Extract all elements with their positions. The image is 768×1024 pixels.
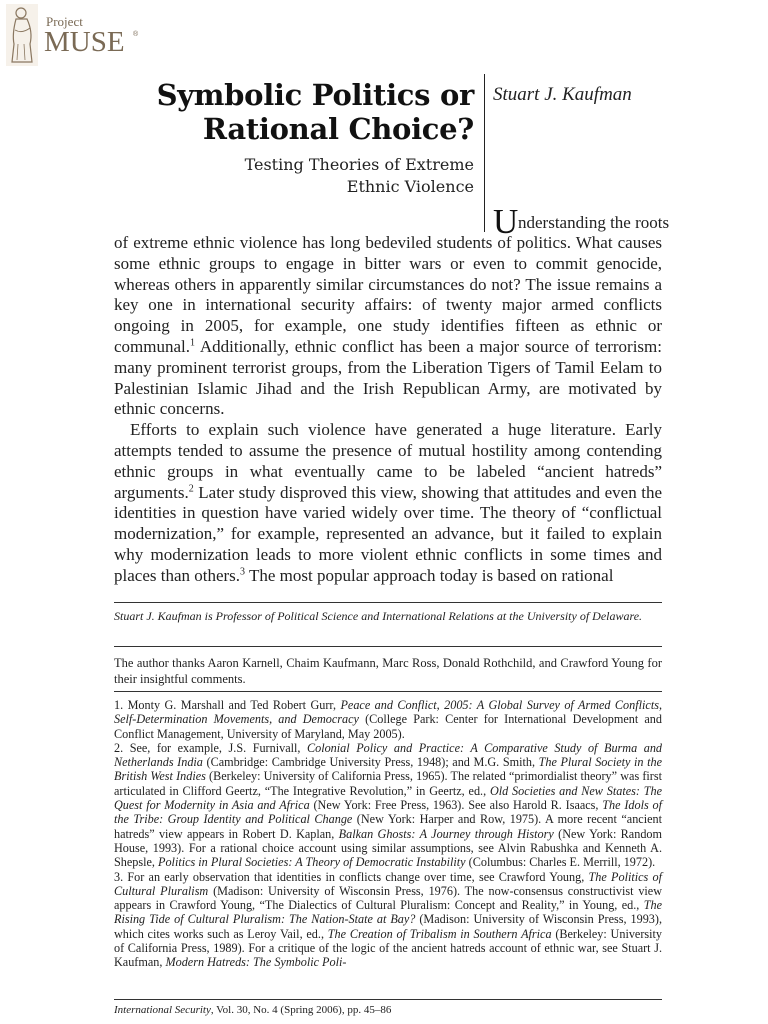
footnote-2 [114, 741, 662, 870]
title-line-2: Rational Choice? [202, 112, 474, 146]
notes-divider [114, 602, 662, 603]
footnote-text: (Berkeley: University of California Press, 1965). The related “primordialist theory” was first articulated in Clifford Geertz, “The Integrative Revolution,” in Geertz, ed., [114, 769, 662, 798]
paragraph-text: The most popular approach today is based on rational [245, 565, 614, 585]
footnote-text: (New York: Free Press, 1963). See also Harold R. Isaacs, [309, 798, 603, 813]
logo-registered-mark: ® [133, 31, 139, 38]
drop-cap: U [493, 202, 519, 241]
logo-project-text: Project [46, 14, 83, 29]
title-divider [484, 74, 485, 232]
subtitle-line-1: Testing Theories of Extreme [244, 155, 474, 174]
footnote-title: Politics in Plural Societies: A Theory of Democratic Instability [158, 855, 466, 870]
footnote-title: Peace and Conflict, 2005: A Global Survey of Armed Conflicts, Self-Determination Movements, and Democracy [114, 698, 662, 727]
footnote-text: 2. See, for example, J.S. Furnivall, [114, 740, 307, 755]
paragraph-1 [114, 233, 662, 420]
article-body [114, 233, 662, 587]
footnote-title: Colonial Policy and Practice: A Comparative Study of Burma and Netherlands India [114, 740, 663, 770]
footnote-text: (Cambridge: Cambridge University Press, 1948); and M.G. Smith, [202, 755, 539, 770]
footnote-3 [114, 870, 662, 970]
footnote-title: Balkan Ghosts: A Journey through History [338, 826, 554, 841]
footnote-text: (Berkeley: University of California Press, 1989). For a critique of the logic of the ancient hatreds account of ethnic war, see Stuart J. Kaufman, [114, 926, 663, 970]
footnote-title: Old Societies and New States: The Quest for Modernity in Asia and Africa [114, 783, 663, 813]
logo-muse-text: MUSE [44, 26, 125, 58]
footnote-ref-1[interactable]: 1 [190, 337, 196, 349]
footnote-title: The Idols of the Tribe: Group Identity and Political Change [114, 798, 663, 827]
footnote-text: (New York: Harper and Row, 1975). A more recent “ancient hatreds” view appears in Robert D. Kaplan, [114, 812, 662, 841]
footnote-text: (College Park: Center for International Development and Conflict Management, University of Maryland, May 2005). [114, 712, 662, 741]
article-subtitle [154, 154, 474, 198]
paragraph-text: Later study disproved this view, showing that attitudes and even the identities in question have varied widely over time. The theory of “conflictual modernization,” for example, represented an advance, but it failed to explain why modernization leads to more violent ethnic conflicts in some times and places than others. [114, 482, 662, 585]
bio-divider [114, 646, 662, 647]
article-author: Stuart J. Kaufman [493, 84, 632, 105]
footnote-ref-2[interactable]: 2 [188, 482, 194, 494]
footnote-text: (Madison: University of Wisconsin Press, 1993), which cites works such as Leroy Vail, ed., [114, 912, 662, 941]
author-bio: Stuart J. Kaufman is Professor of Political Science and International Relations at the University of Delaware. [114, 609, 643, 623]
first-line: nderstanding the roots [518, 213, 670, 232]
footnote-title: The Rising Tide of Cultural Pluralism: The Nation-State at Bay? [114, 898, 662, 927]
footnote-title: Modern Hatreds: The Symbolic Poli- [165, 955, 347, 970]
title-line-1: Symbolic Politics or [156, 78, 474, 112]
footnote-text: (New York: Random House, 1993). For a rational choice account using similar assumptions, see Alvin Rabushka and Kenneth A. Shepsle, [114, 826, 662, 870]
paragraph-text: of extreme ethnic violence has long bedeviled students of politics. What causes some ethnic groups to engage in bitter wars or even to commit genocide, whereas others in apparently similar circumstances do not? The issue remains a key one in international security affairs: of twenty major armed conflicts ongoing in 2005, for example, one study identifies fifteen as ethnic or communal. [114, 233, 662, 356]
footnote-ref-3[interactable]: 3 [240, 566, 246, 578]
footnote-title: The Plural Society in the British West Indies [114, 755, 662, 784]
subtitle-line-2: Ethnic Violence [346, 177, 474, 196]
footnote-text: (Madison: University of Wisconsin Press, 1976). The now-consensus constructivist view appears in Crawford Young, “The Dialectics of Cultural Pluralism: Concept and Reality,” in Young, ed., [114, 883, 663, 913]
paragraph-text: Efforts to explain such violence have generated a huge literature. Early attempts tended to assume the presence of mutual hostility among contending ethnic groups in what eventually came to be labeled “ancient hatreds” arguments. [114, 420, 662, 502]
footnotes [114, 698, 662, 970]
journal-citation [114, 1004, 391, 1016]
footnote-1 [114, 698, 662, 741]
paragraph-2 [114, 420, 662, 586]
footnote-text: (Columbus: Charles E. Merrill, 1972). [465, 855, 656, 870]
footnote-text: 1. Monty G. Marshall and Ted Robert Gurr, [114, 698, 341, 712]
project-muse-logo[interactable] [6, 4, 139, 68]
footnotes-divider [114, 691, 662, 692]
citation-details: , Vol. 30, No. 4 (Spring 2006), pp. 45–86 [210, 1004, 392, 1016]
footnote-title: The Creation of Tribalism in Southern Africa [327, 926, 552, 941]
footnote-text: 3. For an early observation that identities in conflicts change over time, see Crawford Young, [114, 869, 589, 884]
acknowledgments: The author thanks Aaron Karnell, Chaim Kaufmann, Marc Ross, Donald Rothchild, and Crawford Young for their insightful comments. [114, 656, 662, 686]
paragraph-text: Additionally, ethnic conflict has been a major source of terrorism: many prominent terrorist groups, from the Liberation Tigers of Tamil Eelam to Palestinian Islamic Jihad and the Irish Republican Army, are motivated by ethnic concerns. [114, 336, 662, 419]
article-title [144, 78, 474, 146]
muse-figure-icon [6, 4, 38, 66]
journal-name: International Security [114, 1004, 211, 1016]
citation-divider [114, 999, 662, 1000]
footnote-title: The Politics of Cultural Pluralism [114, 869, 662, 898]
